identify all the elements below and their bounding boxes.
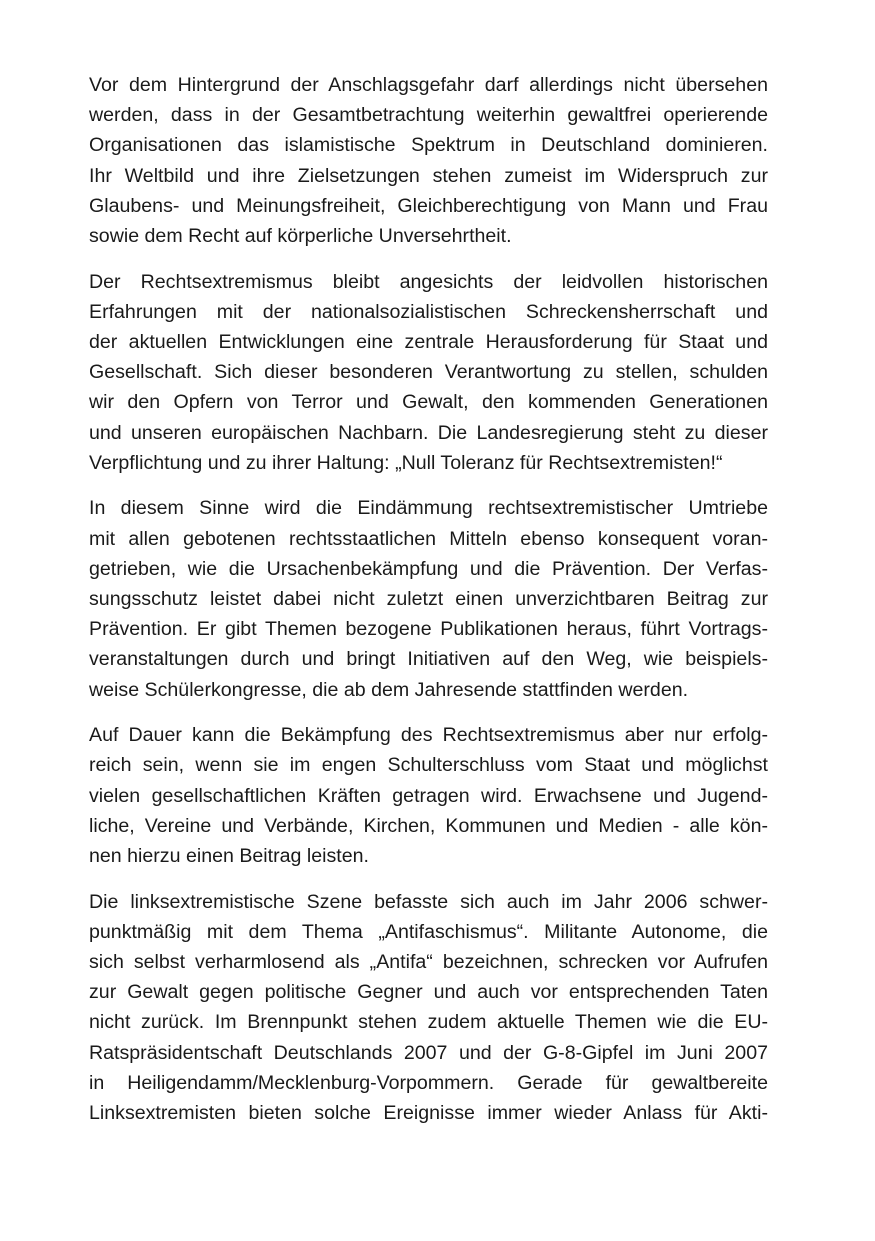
text-line: Die linksextremistische Szene befasste sich auch im Jahr 2006 schwer-: [89, 890, 768, 913]
text-line: Der Rechtsextremismus bleibt angesichts der leidvollen historischen: [89, 270, 768, 293]
text-line: liche, Vereine und Verbände, Kirchen, Kommunen und Medien - alle kön-: [89, 814, 768, 837]
text-line: Verpflichtung und zu ihrer Haltung: „Null Toleranz für Rechtsextremisten!“: [89, 451, 723, 474]
text-line: nen hierzu einen Beitrag leisten.: [89, 845, 369, 867]
paragraph-islamism: [89, 70, 768, 251]
text-line: Linksextremisten bieten solche Ereignisse immer wieder Anlass für Akti-: [89, 1102, 768, 1124]
paragraph-society: [89, 720, 768, 871]
document-page: [89, 70, 768, 1144]
text-line: sowie dem Recht auf körperliche Unversehrtheit.: [89, 224, 512, 247]
text-line: Glaubens- und Meinungsfreiheit, Gleichberechtigung von Mann und Frau: [89, 194, 768, 217]
text-line: In diesem Sinne wird die Eindämmung rechtsextremistischer Umtriebe: [89, 497, 768, 520]
text-line: Gesellschaft. Sich dieser besonderen Verantwortung zu stellen, schulden: [89, 361, 768, 384]
text-line: wir den Opfern von Terror und Gewalt, den kommenden Generationen: [89, 391, 768, 414]
text-line: Erfahrungen mit der nationalsozialistischen Schreckensherrschaft und: [89, 300, 768, 323]
text-line: zur Gewalt gegen politische Gegner und auch vor entsprechenden Taten: [89, 981, 768, 1004]
text-line: punktmäßig mit dem Thema „Antifaschismus“. Militante Autonome, die: [89, 920, 768, 943]
text-line: Vor dem Hintergrund der Anschlagsgefahr darf allerdings nicht übersehen: [89, 74, 768, 96]
text-line: sich selbst verharmlosend als „Antifa“ bezeichnen, schrecken vor Aufrufen: [89, 951, 768, 974]
text-line: sungsschutz leistet dabei nicht zuletzt einen unverzichtbaren Beitrag zur: [89, 588, 768, 610]
text-line: getrieben, wie die Ursachenbekämpfung und die Prävention. Der Verfas-: [89, 557, 768, 580]
text-line: nicht zurück. Im Brennpunkt stehen zudem aktuelle Themen wie die EU-: [89, 1011, 768, 1034]
text-line: Ratspräsidentschaft Deutschlands 2007 und der G-8-Gipfel im Juni 2007: [89, 1041, 768, 1064]
text-line: und unseren europäischen Nachbarn. Die Landesregierung steht zu dieser: [89, 421, 768, 444]
text-line: weise Schülerkongresse, die ab dem Jahresende stattfinden werden.: [89, 678, 689, 701]
text-line: vielen gesellschaftlichen Kräften getragen wird. Erwachsene und Jugend-: [89, 784, 768, 807]
text-line: Prävention. Er gibt Themen bezogene Publikationen heraus, führt Vortrags-: [89, 618, 768, 641]
paragraph-left-wing-extremism: [89, 887, 768, 1129]
paragraph-right-wing-extremism: [89, 267, 768, 478]
paragraph-prevention: [89, 493, 768, 704]
text-line: Ihr Weltbild und ihre Zielsetzungen stehen zumeist im Widerspruch zur: [89, 164, 768, 187]
text-line: mit allen gebotenen rechtsstaatlichen Mitteln ebenso konsequent voran-: [89, 527, 768, 550]
text-line: Auf Dauer kann die Bekämpfung des Rechtsextremismus aber nur erfolg-: [89, 724, 768, 747]
text-line: werden, dass in der Gesamtbetrachtung weiterhin gewaltfrei operierende: [89, 104, 768, 127]
text-line: in Heiligendamm/Mecklenburg-Vorpommern. Gerade für gewaltbereite: [89, 1071, 768, 1094]
text-line: reich sein, wenn sie im engen Schulterschluss vom Staat und möglichst: [89, 754, 768, 777]
text-line: veranstaltungen durch und bringt Initiativen auf den Weg, wie beispiels-: [89, 648, 768, 671]
text-line: der aktuellen Entwicklungen eine zentrale Herausforderung für Staat und: [89, 331, 768, 353]
text-line: Organisationen das islamistische Spektrum in Deutschland dominieren.: [89, 134, 768, 157]
